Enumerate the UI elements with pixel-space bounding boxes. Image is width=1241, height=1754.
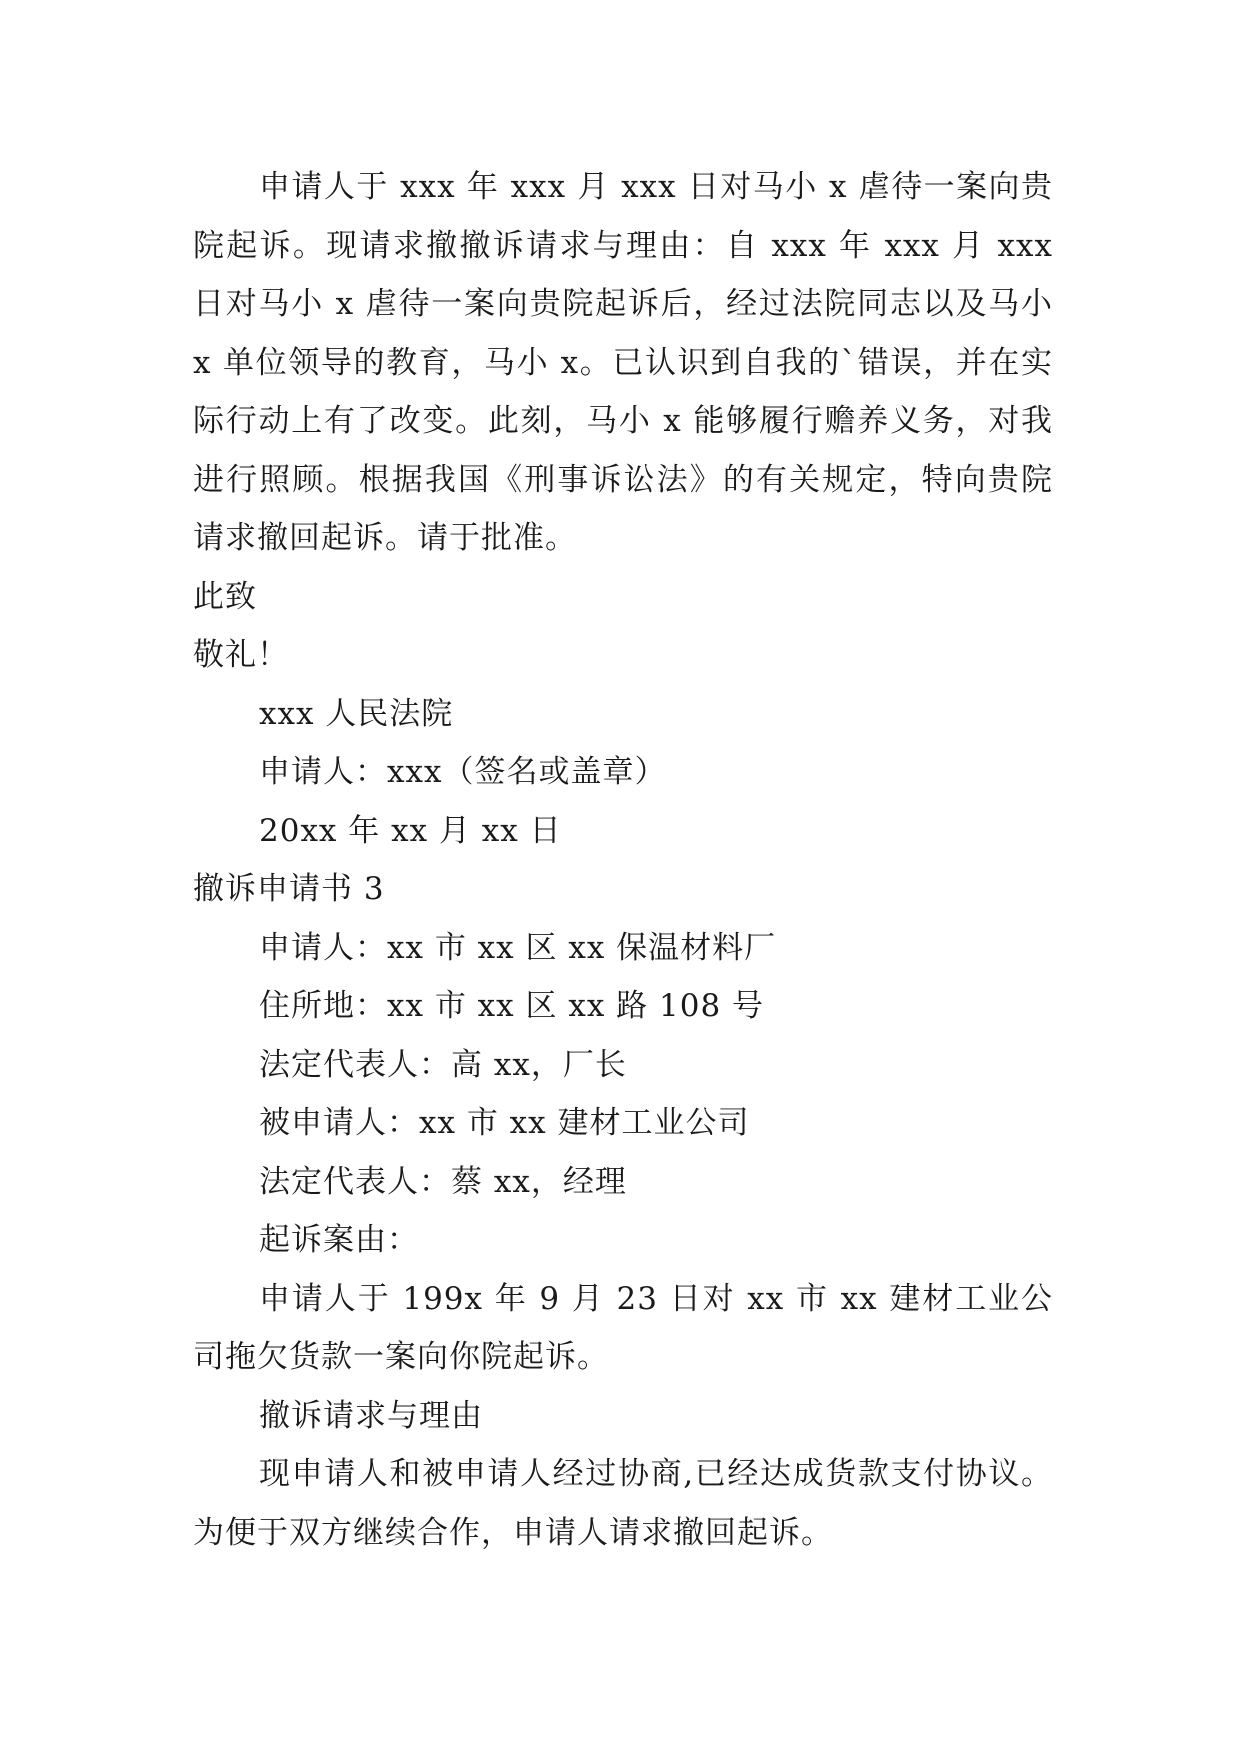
court-name: xxx 人民法院 — [259, 695, 454, 732]
section-title: 撤诉申请书 3 — [193, 871, 385, 907]
cause-of-action-heading: 起诉案由： — [259, 1222, 419, 1258]
document-body — [193, 158, 1053, 1562]
respondent-line: 被申请人：xx 市 xx 建材工业公司 — [259, 1105, 750, 1141]
date-line: 20xx 年 xx 月 xx 日 — [259, 812, 562, 849]
cause-of-action-paragraph: 申请人于 199x 年 9 月 23 日对 xx 市 xx 建材工业公司拖欠货款一案向你院起诉。 — [193, 1280, 1053, 1375]
legal-representative-line: 法定代表人：高 xx，厂长 — [259, 1046, 627, 1083]
applicant-signature-line: 申请人：xxx（签名或盖章） — [259, 754, 667, 790]
salutation-to: 此致 — [193, 578, 257, 615]
respondent-representative-line: 法定代表人：蔡 xx，经理 — [259, 1163, 627, 1200]
request-and-reason-paragraph: 现申请人和被申请人经过协商,已经达成货款支付协议。为便于双方继续合作，申请人请求撤回起诉。 — [193, 1456, 1053, 1551]
withdrawal-request-paragraph: 申请人于 xxx 年 xxx 月 xxx 日对马小 x 虐待一案向贵院起诉。现请求撤撤诉请求与理由：自 xxx 年 xxx 月 xxx 日对马小 x 虐待一案向贵院起诉后，经过法院同志以及马小 x 单位领导的教育，马小 x。已认识到自我的`错误，并在实际行动上有了改变。此刻，马小 x 能够履行赡养义务，对我进行照顾。根据我国《刑事诉讼法》的有关规定，特向贵院请求撤回起诉。请于批准。 — [193, 169, 1053, 556]
address-line: 住所地：xx 市 xx 区 xx 路 108 号 — [259, 988, 765, 1024]
applicant-line: 申请人：xx 市 xx 区 xx 保温材料厂 — [259, 929, 777, 966]
request-and-reason-heading: 撤诉请求与理由 — [259, 1397, 483, 1434]
salutation-regards: 敬礼！ — [193, 637, 289, 673]
